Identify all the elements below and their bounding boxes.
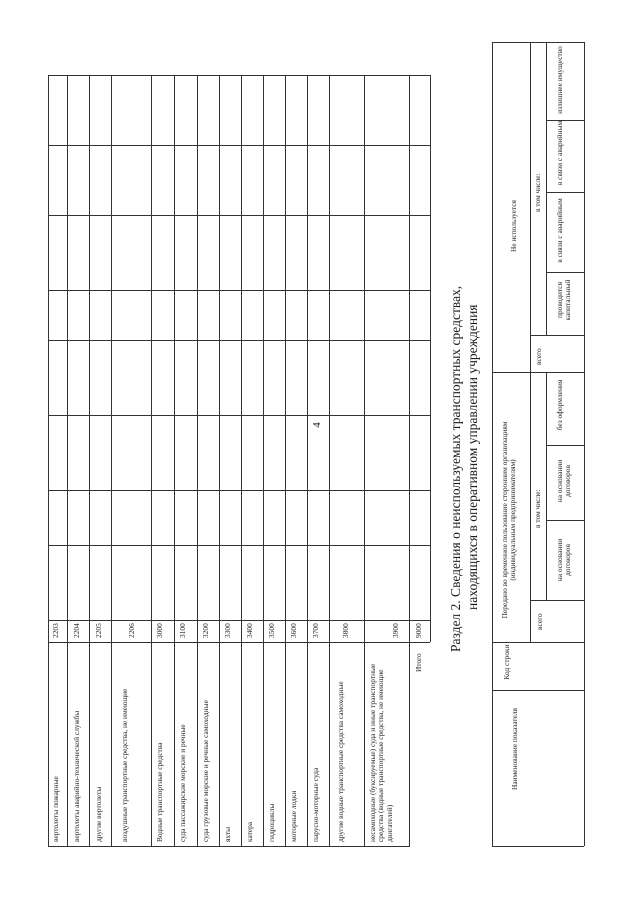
- page-number: 4: [310, 422, 323, 428]
- row-code: 3800: [341, 623, 350, 638]
- section-title-line1: Раздел 2. Сведения о неиспользуемых транспортных средствах,: [448, 285, 463, 652]
- row-name: парусно-моторные суда: [311, 767, 320, 842]
- row-code: 2203: [51, 623, 60, 638]
- row-code: 3400: [245, 623, 254, 638]
- row-code: 3600: [289, 623, 298, 638]
- header-transferred: Передано во временное пользование сторонним организациям (индивидуальным предпринимателям): [500, 421, 518, 619]
- col-separator: [546, 120, 584, 121]
- sub-divider: [546, 42, 547, 335]
- header-not-used: Не используется: [509, 200, 518, 252]
- row-code: 3700: [311, 623, 320, 638]
- sub-divider: [546, 372, 547, 600]
- header-in-that-number-2: в том числе:: [533, 173, 542, 212]
- row-code: 2205: [94, 623, 103, 638]
- header-border-top: [492, 42, 584, 43]
- column-divider: [48, 642, 430, 643]
- column-divider: [48, 340, 430, 341]
- col-separator: [546, 520, 584, 521]
- row-divider: [219, 75, 220, 847]
- row-divider: [285, 75, 286, 847]
- row-divider: [67, 75, 68, 847]
- row-name: вертолеты пожарные: [51, 776, 60, 842]
- row-code: 2204: [72, 623, 81, 638]
- row-code: 2206: [127, 623, 136, 638]
- row-divider: [111, 75, 112, 847]
- table-border-right: [430, 75, 431, 642]
- row-divider: [307, 75, 308, 847]
- header-in-emergency-2: в связи с аварийным: [555, 120, 564, 186]
- header-in-that-number: в том числе:: [533, 489, 542, 528]
- row-name: моторные лодки: [289, 790, 298, 842]
- column-divider: [48, 415, 430, 416]
- row-code: 3900: [391, 623, 400, 638]
- row-divider: [329, 75, 330, 847]
- row-divider: [151, 75, 152, 847]
- header-row-code: Код строки: [502, 644, 511, 680]
- row-divider: [241, 75, 242, 847]
- table-border-bottom: [48, 846, 409, 847]
- row-name: гидроциклы: [267, 803, 276, 842]
- header-border-bottom: [492, 846, 584, 847]
- header-by-contracts-1: на основании договоров: [555, 538, 573, 582]
- column-divider: [48, 75, 430, 76]
- column-divider: [48, 215, 430, 216]
- row-name: суда пассажирские морские и речные: [178, 724, 187, 842]
- row-name: суда грузовые морские и речные самоходные: [201, 700, 210, 842]
- column-divider: [48, 290, 430, 291]
- column-divider: [48, 490, 430, 491]
- header-without-formalization: без оформления: [555, 379, 564, 431]
- header-under-repair: проводится капитальный: [555, 279, 573, 321]
- total-label: Итого: [414, 653, 423, 672]
- sub-divider: [530, 42, 531, 372]
- row-divider: [89, 75, 90, 847]
- row-divider: [364, 75, 365, 847]
- row-code: 3500: [267, 623, 276, 638]
- row-name: яхты: [223, 826, 232, 842]
- col-separator: [546, 192, 584, 193]
- header-by-contracts-2: на основании договоров: [555, 459, 573, 503]
- header-total-2: всего: [534, 348, 543, 365]
- row-divider: [197, 75, 198, 847]
- row-name: другие вертолеты: [94, 786, 103, 842]
- header-border-right: [584, 42, 585, 846]
- row-name: другие водные транспортные средства самоходные: [336, 681, 345, 842]
- header-border-left: [492, 42, 493, 846]
- row-code: 3300: [223, 623, 232, 638]
- row-code: 3200: [201, 623, 210, 638]
- column-divider: [48, 545, 430, 546]
- row-name: катера: [245, 821, 254, 842]
- row-code: 3000: [155, 623, 164, 638]
- row-name: Водные транспортные средства: [155, 742, 164, 842]
- col-separator: [492, 372, 584, 373]
- row-name: вертолеты аварийно-технической службы: [72, 710, 81, 842]
- column-divider: [48, 620, 430, 621]
- table-border-left: [48, 75, 49, 847]
- sub-divider: [530, 372, 531, 642]
- row-name: воздушные транспортные средства, не имеющие: [120, 688, 129, 842]
- header-total: всего: [535, 613, 544, 630]
- col-separator: [530, 335, 584, 336]
- row-code: 3100: [178, 623, 187, 638]
- row-name: несамоходные (буксируемые) суда и иные транспортные средства (водные транспортные средства, не имеющие двигателей): [368, 663, 394, 842]
- row-code: 9000: [414, 623, 423, 638]
- header-in-emergency-1: в связи с аварийным: [555, 198, 564, 263]
- header-indicator-name: Наименование показателя: [510, 708, 519, 790]
- row-divider: [409, 75, 410, 847]
- header-surplus: излишнее имущество: [555, 46, 564, 114]
- section-title-line2: находящихся в оперативном управлении учреждения: [465, 304, 480, 610]
- col-separator: [492, 690, 584, 691]
- row-divider: [174, 75, 175, 847]
- row-divider: [263, 75, 264, 847]
- column-divider: [48, 145, 430, 146]
- col-separator: [530, 600, 584, 601]
